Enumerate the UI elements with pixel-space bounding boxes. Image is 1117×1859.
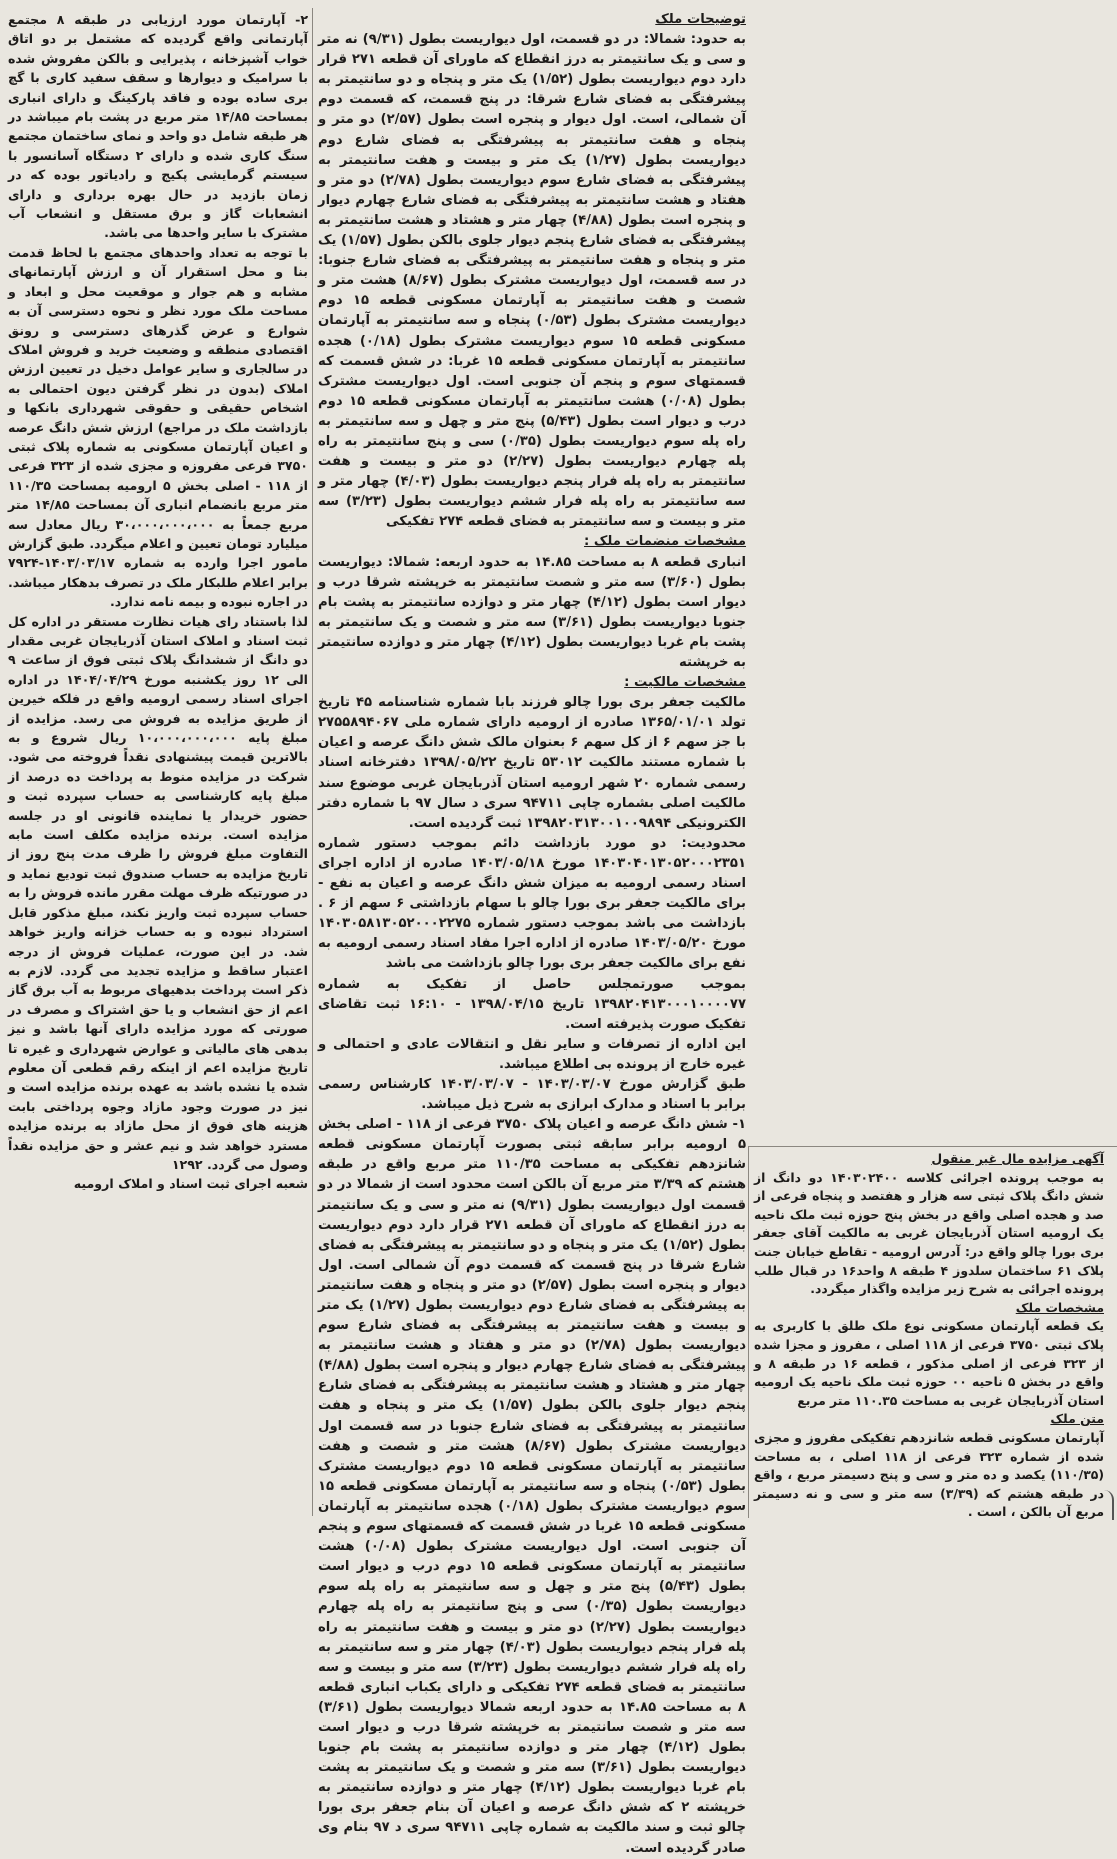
dispositions-text: این اداره از تصرفات و سایر نقل و انتقالات عادی و احتمالی و غیره خارج از پرونده بی اطلاع میباشد. [318,1036,746,1072]
notice-box-side-rule [748,1146,749,1518]
owner-text: مالکیت جعفر بری بورا چالو فرزند بابا شماره شناسنامه ۴۵ تاریخ تولد ۱۳۶۵/۰۱/۰۱ صادره از ارومیه دارای شماره ملی ۲۷۵۵۸۹۴۰۶۷ با جز سهم ۶ از کل سهم ۶ بعنوان مالک شش دانگ عرصه و اعیان با شماره مستند مالکیت ۵۳۰۱۲ تاریخ ۱۳۹۸/۰۵/۲۲ دفترخانه اسناد رسمی شماره ۲۰ شهر ارومیه استان آذربایجان غربی موضوع سند مالکیت اصلی بشماره چاپی ۹۴۷۱۱ سری د سال ۹۷ با شماره دفتر الکترونیکی ۱۳۹۸۲۰۳۱۳۰۰۱۰۰۹۸۹۴ ثبت گردیده است. [318,695,746,831]
specs-text: یک قطعه آپارتمان مسکونی نوع ملک طلق با کاربری به پلاک ثبتی ۳۷۵۰ فرعی از ۱۱۸ اصلی ، مفروز و مجزا شده از ۳۲۳ فرعی از اصلی مذکور ، قطعه ۱۶ در طبقه ۸ و واقع در بخش ۵ ناحیه ۰۰ حوزه ثبت ملک ناحیه یک ارومیه استان آذربایجان غربی به مساحت ۱۱۰.۳۵ متر مربع [754,1318,1105,1408]
notice-intro: به موجب پرونده اجرائی کلاسه ۱۴۰۳۰۲۴۰۰ دو دانگ از شش دانگ پلاک ثبتی سه هزار و هفتصد و پنجاه فرعی از صد و هجده اصلی واقع در بخش پنج حوزه ثبت ملک ناحیه یک ارومیه استان آذربایجان غربی به مالکیت آقای جعفر بری بورا چالو واقع در: آدرس ارومیه - تقاطع خیابان جنت پلاک ۶۱ ساختمان سلدوز ۴ طبقه ۸ واحد۱۶ در قبال طلب پرونده اجرائی به شرح زیر مزایده واگذار میگردد. [754,1169,1105,1297]
page-edge-mark [1098,1490,1114,1520]
item-1-text: ۱- شش دانگ عرصه و اعیان پلاک ۳۷۵۰ فرعی از ۱۱۸ - اصلی بخش ۵ ارومیه برابر سابقه ثبتی بصورت آپارتمان مسکونی قطعه شانزدهم تفکیکی به مساحت ۱۱۰/۳۵ متر مربع واقع در طبقه هشتم که ۳/۳۹ متر مربع آن بالکن است محدود است از شمالا در دو قسمت اول دیواریست بطول (۹/۳۱) نه متر و سی و یک سانتیمتر به درز انقطاع که ماورای آن قطعه ۲۷۱ قرار دارد دوم دیواریست بطول (۱/۵۲) یک متر و پنجاه و دو سانتیمتر به پیشرفتگی به فضای شارع شرقا در پنج قسمت که قسمت دوم آن شمالی است. اول دیوار و پنجره است بطول (۲/۵۷) دو متر و پنجاه و هفت سانتیمتر به پیشرفتگی به فضای شارع دوم دیواریست بطول (۱/۲۷) یک متر و بیست و هفت سانتیمتر به پیشرفتگی به فضای شارع سوم دیواریست بطول (۲/۷۸) دو متر و هفتاد و هشت سانتیمتر به پیشرفتگی به فضای شارع چهارم دیوار و پنجره است بطول (۴/۸۸) چهار متر و هشتاد و هشت سانتیمتر به پیشرفتگی به فضای شارع پنجم دیوار جلوی بالکن بطول (۱/۵۷) یک متر و پنجاه و هفت سانتیمتر به پیشرفتگی به فضای شارع جنوبا در سه قسمت اول دیواریست مشترک بطول (۸/۶۷) هشت متر و شصت و هفت سانتیمتر به آپارتمان مسکونی قطعه ۱۵ دوم دیواریست مشترک بطول (۰/۵۳) پنجاه و سه سانتیمتر به آپارتمان مسکونی قطعه ۱۵ سوم دیواریست مشترک بطول (۰/۱۸) هجده سانتیمتر به آپارتمان مسکونی قطعه ۱۵ غربا در شش قسمت که قسمتهای سوم و پنجم آن جنوبی است. اول دیواریست مشترک بطول (۰/۰۸) هشت سانتیمتر به آپارتمان مسکونی قطعه ۱۵ دوم درب و دیوار است بطول (۵/۴۳) پنج متر و چهل و سه سانتیمتر به راه پله سوم دیواریست بطول (۰/۳۵) سی و پنج سانتیمتر به راه پله چهارم دیواریست بطول (۲/۲۷) دو متر و بیست و هفت سانتیمتر به راه پله فرار پنجم دیواریست بطول (۴/۰۳) چهار متر و سه سانتیمتر به راه پله فرار ششم دیواریست بطول (۳/۲۳) سه متر و بیست و سه سانتیمتر به فضای قطعه ۲۷۴ تفکیکی و دارای یکباب انباری قطعه ۸ به مساحت ۱۴.۸۵ به حدود اربعه شمالا دیواریست بطول (۳/۶۱) سه متر و شصت سانتیمتر به خرپشته شرقا درب و دیوار است بطول (۴/۱۲) چهار متر و دوازده سانتیمتر به پشت بام جنوبا دیواریست بطول (۳/۶۱) سه متر و شصت و یک سانتیمتر به پشت بام غربا دیواریست بطول (۴/۱۲) چهار متر و دوازده سانتیمتر به خرپشته ۲ که شش دانگ عرصه و اعیان آن بنام جعفر بری بورا چالو ثبت و سند مالکیت به شماره چاپی ۹۴۷۱۱ سری د ۹۷ بنام وی صادر گردیده است. [318,1117,747,1856]
notice-column-end [8,10,308,1515]
notice-column-middle [318,10,747,1856]
column-divider [312,8,313,1516]
boundaries-text: به حدود: شمالا: در دو قسمت، اول دیواریست بطول (۹/۳۱) نه متر و سی و یک سانتیمتر به درز انقطاع که ماورای آن قطعه ۲۷۱ قرار دارد دوم دیواریست بطول (۱/۵۲) یک متر و پنجاه و دو سانتیمتر به پیشرفتگی به فضای شارع شرقا: در پنج قسمت، که قسمت دوم آن شمالی، است. اول دیوار و پنجره است بطول (۲/۵۷) دو متر و پنجاه و هفت سانتیمتر به پیشرفتگی به فضای شارع دوم دیواریست بطول (۱/۲۷) یک متر و بیست و هفت سانتیمتر به پیشرفتگی به فضای شارع سوم دیواریست بطول (۲/۷۸) دو متر و هفتاد و هشت سانتیمتر به پیشرفتگی به فضای شارع چهارم دیوار و پنجره است بطول (۴/۸۸) چهار متر و هشتاد و هشت سانتیمتر به پیشرفتگی به فضای شارع پنجم دیوار جلوی بالکن بطول (۱/۵۷) یک متر و پنجاه و هفت سانتیمتر به پیشرفتگی به فضای شارع جنوبا: در سه قسمت، اول دیواریست مشترک بطول (۸/۶۷) هشت متر و شصت و هفت سانتیمتر به آپارتمان مسکونی قطعه ۱۵ دوم دیواریست مشترک بطول (۰/۵۳) پنجاه و سه سانتیمتر به آپارتمان مسکونی قطعه ۱۵ سوم دیواریست مشترک بطول (۰/۱۸) هجده سانتیمتر به آپارتمان مسکونی قطعه ۱۵ غربا: در شش قسمت که قسمتهای سوم و پنجم آن جنوبی است. اول دیواریست مشترک بطول (۰/۰۸) هشت سانتیمتر به آپارتمان مسکونی قطعه ۱۵ دوم درب و دیوار است بطول (۵/۴۳) پنج متر و چهل و سه سانتیمتر به راه پله سوم دیواریست بطول (۰/۳۵) سی و پنج سانتیمتر به راه پله چهارم دیواریست بطول (۲/۲۷) دو متر و بیست و هفت سانتیمتر به راه پله فرار پنجم دیواریست بطول (۴/۰۳) چهار متر و سه سانتیمتر به راه پله فرار ششم دیواریست بطول (۳/۲۳) سه متر و بیست و سه سانتیمتر به فضای قطعه ۲۷۴ تفکیکی [318,32,747,530]
restriction-text: محدودیت: دو مورد بازداشت دائم بموجب دستور شماره ۱۴۰۳۰۴۰۱۳۰۵۲۰۰۰۲۳۵۱ مورخ ۱۴۰۳/۰۵/۱۸ صادره از اداره اجرای اسناد رسمی ارومیه به میزان شش دانگ عرصه و اعیان به نفع - برای مالکیت جعفر بری بورا چالو با سهام بازداشتی ۶ سهم از ۶ . بازداشت می باشد بموجب دستور شماره ۱۴۰۳۰۵۸۱۳۰۵۲۰۰۰۲۲۷۵ مورخ ۱۴۰۳/۰۵/۲۰ صادره از اداره اجرا مفاد اسناد رسمی ارومیه به نفع برای مالکیت جعفر بری بورا چالو بازداشت می باشد [318,835,746,972]
notice-column-start [754,1150,1104,1518]
partition-text: بموجب صورتمجلس حاصل از تفکیک به شماره ۱۳۹۸۲۰۴۱۳۰۰۰۱۰۰۰۰۷۷ تاریخ ۱۳۹۸/۰۴/۱۵ - ۱۶:۱۰ ثبت تقاضای تفکیک صورت پذیرفته است. [318,976,747,1032]
item-2-text: ۲- آپارتمان مورد ارزیابی در طبقه ۸ مجتمع آپارتمانی واقع گردیده که مشتمل بر دو اتاق خواب آشپزخانه ، پذیرایی و بالکن مفروش شده با سرامیک و دیوارها و سقف سفید کاری با گچ بری ساده بوده و فاقد پارکینگ و دارای انباری بمساحت ۱۴/۸۵ متر مربع در پشت بام میباشد در هر طبقه شامل دو واحد و نمای ساختمان مجتمع سنگ کاری شده و دارای ۲ دستگاه آسانسور با سیستم گرمایشی پکیج و رادیاتور بوده که در زمان بازدید در حال بهره برداری و دارای انشعابات گاز و برق مستقل و انشعاب آب مشترک با سایر واحدها می باشد. [8,12,308,241]
notice-box-top-rule [748,1146,1117,1147]
text-heading: متن ملک [1050,1411,1104,1427]
valuation-text: با توجه به تعداد واحدهای مجتمع با لحاظ قدمت بنا و محل استقرار آن و ارزش آپارتمانهای مشابه و هم جوار و موقعیت محل و ابعاد و مساحت ملک مورد نظر و نحوه دسترسی آن به شوارع و عرض گذرهای دسترسی و رونق اقتصادی منطقه و وضعیت خرید و فروش املاک در سالجاری و سایر عوامل دخیل در تعیین ارزش املاک (بدون در نظر گرفتن دیون احتمالی به اشخاص حقیقی و حقوقی شهرداری بانکها و بازداشت ملک در مراجع) ارزش شش دانگ عرصه و اعیان آپارتمان مسکونی به شماره پلاک ثبتی ۳۷۵۰ فرعی مفروزه و مجزی شده از ۳۲۳ فرعی از ۱۱۸ - اصلی بخش ۵ ارومیه بمساحت ۱۱۰/۳۵ متر مربع بانضمام انباری آن بمساحت ۱۴/۸۵ متر مربع جمعاً به ۳۰،۰۰۰،۰۰۰،۰۰۰ ریال معادل سه میلیارد تومان تعیین و اعلام میگردد. طبق گزارش مامور اجرا وارده به شماره ۱۴۰۳/۰۳/۱۷-۷۹۲۴ برابر اعلام طلبکار ملک در تصرف بدهکار میباشد. در اجاره نبوده و بیمه نامه ندارد. [8,244,308,610]
text-body: آپارتمان مسکونی قطعه شانزدهم تفکیکی مفروز و مجزی شده از شماره ۳۲۳ فرعی از ۱۱۸ اصلی ، به مساحت (۱۱۰/۳۵) یکصد و ده متر و سی و پنج دسیمتر مربع ، واقع در طبقه هشتم که (۳/۳۹) سه متر و سی و نه دسیمتر مربع آن بالکن ، است . [754,1429,1104,1520]
auction-terms-text: لذا باستناد رای هیات نظارت مستقر در اداره کل ثبت اسناد و املاک استان آذربایجان غربی مقدار دو دانگ از ششدانگ پلاک ثبتی فوق از ساعت ۹ الی ۱۲ روز یکشنبه مورخ ۱۴۰۴/۰۴/۲۹ در اداره اجرای اسناد رسمی ارومیه واقع در فلکه خیرین از طریق مزایده به فروش می رسد. مزایده از مبلغ پایه ۱۰،۰۰۰،۰۰۰،۰۰۰ ریال شروع و به بالاترین قیمت پیشنهادی نقداً فروخته می شود. شرکت در مزایده منوط به پرداخت ده درصد از مبلغ پایه کارشناسی به حساب سپرده ثبت و حضور خریدار یا نماینده قانونی او در جلسه مزایده است. برنده مزایده مکلف است مابه التفاوت مبلغ فروش را ظرف مدت پنج روز از تاریخ مزایده به حساب صندوق ثبت تودیع نماید و در صورتیکه ظرف مهلت مقرر مانده فروش را به حساب سپرده ثبت واریز نکند، مبلغ مذکور قابل استرداد نبوده و به حساب خزانه واریز خواهد شد. در این صورت، عملیات فروش از درجه اعتبار ساقط و مزایده تجدید می گردد. لازم به ذکر است پرداخت بدهیهای مربوط به آب برق گاز اعم از حق انشعاب و یا حق اشتراک و مصرف در صورتی که مورد مزایده دارای آنها باشد و نیز بدهی های مالیاتی و عوارض شهرداری و غیره تا تاریخ مزایده اعم از اینکه رقم قطعی آن معلوم شده یا نشده باشد به عهده برنده مزایده است و نیز در صورت وجود مازاد وجوه پرداختی بابت هزینه های فوق از محل مازاد به برنده مزایده مسترد خواهد شد و نیم عشر و حق مزایده نقداً وصول می گردد. ۱۲۹۲ [8,613,309,1172]
signature-text: شعبه اجرای ثبت اسناد و املاک ارومیه [73,1176,308,1192]
owner-heading: مشخصات مالکیت : [624,675,746,691]
annex-heading: مشخصات منضمات ملک : [584,534,746,550]
specs-heading: مشخصات ملک [1015,1299,1104,1315]
expert-report-text: طبق گزارش مورخ ۱۴۰۳/۰۳/۰۷ - ۱۴۰۳/۰۳/۰۷ کارشناس رسمی برابر با اسناد و مدارک ابرازی به شرح ذیل میباشد. [318,1076,747,1113]
notice-title: آگهی مزایده مال غیر منقول [931,1151,1104,1166]
notes-heading: توضیحات ملک [655,12,746,27]
annex-text: انباری قطعه ۸ به مساحت ۱۴.۸۵ به حدود اربعه: شمالا: دیواریست بطول (۳/۶۰) سه متر و شصت سانتیمتر به خرپشته شرقا درب و دیوار است بطول (۴/۱۲) چهار متر و دوازده سانتیمتر به پشت بام جنوبا دیواریست بطول (۳/۶۱) سه متر و شصت و یک سانتیمتر به پشت بام غربا دیواریست بطول (۴/۱۲) چهار متر و دوازده سانتیمتر به خرپشته [318,554,747,670]
